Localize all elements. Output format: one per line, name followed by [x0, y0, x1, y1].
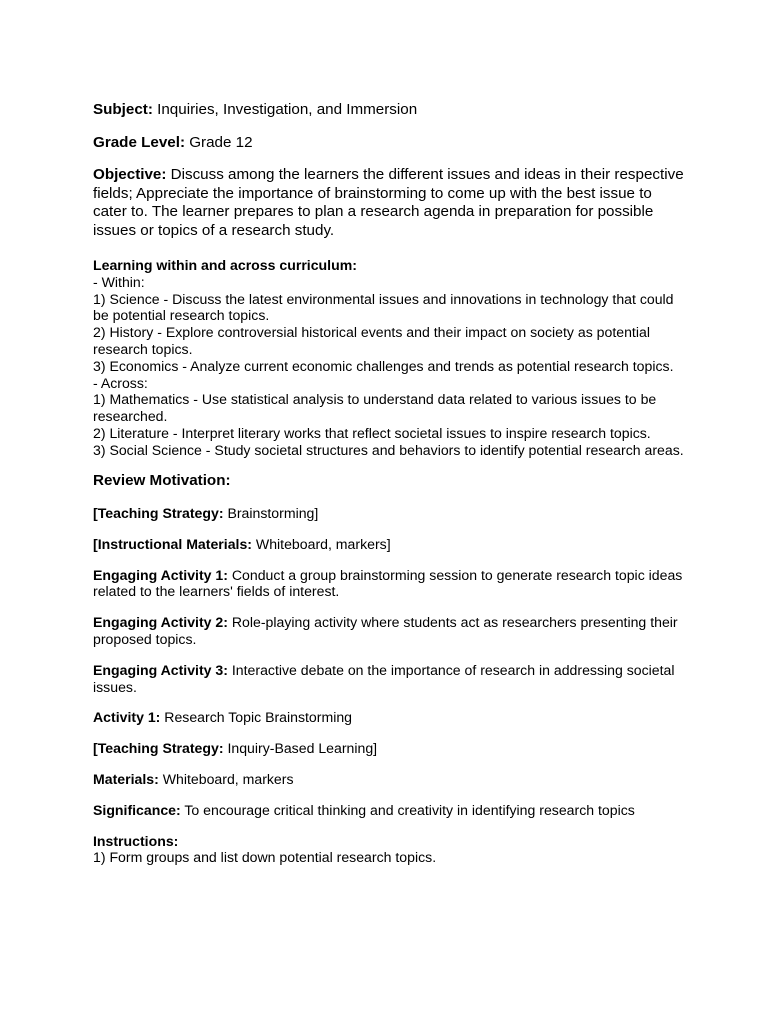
engaging-activity-1: [93, 567, 685, 601]
significance-text: To encourage critical thinking and creativity in identifying research topics: [180, 801, 635, 818]
activity-1-value: Research Topic Brainstorming: [160, 709, 353, 726]
instructional-materials-label: Instructional Materials:: [97, 535, 252, 552]
engaging-activity-2: [93, 614, 685, 648]
teaching-strategy-value: Inquiry-Based Learning]: [223, 740, 378, 757]
materials-label: Materials:: [93, 771, 159, 788]
engaging-activity-2-text: Role-playing activity where students act as researchers presenting their proposed topics.: [93, 614, 678, 648]
curriculum-line: 1) Mathematics - Use statistical analysis to understand data related to various issues to be researched.: [93, 391, 657, 425]
activity-1-label: Activity 1:: [93, 709, 161, 726]
materials-line: [93, 771, 685, 788]
activity-1-line: [93, 709, 685, 726]
engaging-activity-3-text: Interactive debate on the importance of research in addressing societal issues.: [93, 661, 675, 695]
engaging-activity-3-label: Engaging Activity 3:: [93, 661, 228, 678]
objective-text: Discuss among the learners the different issues and ideas in their respective fields; Appreciate the importance of brainstorming to come up with the best issue to cater to. The learner prepares to plan a research agenda in preparation for possible issues or topics of a research study.: [93, 166, 684, 239]
instructions-section: [93, 833, 685, 867]
engaging-activity-1-text: Conduct a group brainstorming session to generate research topic ideas related to the learners' fields of interest.: [93, 566, 683, 600]
grade-level-value: Grade 12: [185, 133, 253, 151]
grade-level-label: Grade Level:: [93, 133, 186, 151]
review-motivation-heading: Review Motivation:: [93, 471, 231, 489]
bracket-open: [: [93, 535, 98, 552]
instructional-materials-value: Whiteboard, markers]: [251, 535, 391, 552]
instructions-heading: Instructions:: [93, 832, 179, 849]
instruction-item: 1) Form groups and list down potential research topics.: [93, 849, 437, 866]
curriculum-line: 1) Science - Discuss the latest environmental issues and innovations in technology that could be potential research topics.: [93, 290, 674, 324]
engaging-activity-1-label: Engaging Activity 1:: [93, 566, 228, 583]
teaching-strategy-label: Teaching Strategy:: [97, 740, 224, 757]
significance-paragraph: [93, 802, 685, 819]
curriculum-line: - Within:: [93, 273, 145, 290]
curriculum-line: 2) History - Explore controversial historical events and their impact on society as potential research topics.: [93, 324, 650, 357]
teaching-strategy-line: [93, 505, 685, 522]
subject-line: [93, 101, 685, 120]
significance-label: Significance:: [93, 801, 181, 818]
grade-level-line: [93, 134, 685, 153]
teaching-strategy-label: Teaching Strategy:: [97, 505, 224, 522]
bracket-open: [: [93, 505, 98, 522]
curriculum-line: 3) Social Science - Study societal structures and behaviors to identify potential research areas.: [93, 441, 684, 458]
materials-value: Whiteboard, markers: [158, 771, 294, 788]
curriculum-line: 2) Literature - Interpret literary works that reflect societal issues to inspire research topics.: [93, 424, 651, 441]
teaching-strategy-line: [93, 740, 685, 757]
subject-label: Subject:: [93, 101, 153, 118]
objective-label: Objective:: [93, 166, 167, 183]
engaging-activity-3: [93, 662, 685, 696]
learning-curriculum-section: [93, 257, 685, 459]
curriculum-line: - Across:: [93, 374, 148, 391]
bracket-open: [: [93, 740, 98, 757]
learning-curriculum-heading: Learning within and across curriculum:: [93, 257, 357, 273]
objective-paragraph: [93, 166, 685, 240]
subject-value: Inquiries, Investigation, and Immersion: [152, 101, 418, 118]
lesson-plan-document: [93, 101, 685, 866]
engaging-activity-2-label: Engaging Activity 2:: [93, 614, 228, 631]
curriculum-line: 3) Economics - Analyze current economic challenges and trends as potential research topics.: [93, 357, 674, 374]
instructional-materials-line: [93, 536, 685, 553]
teaching-strategy-value: Brainstorming]: [223, 505, 319, 522]
